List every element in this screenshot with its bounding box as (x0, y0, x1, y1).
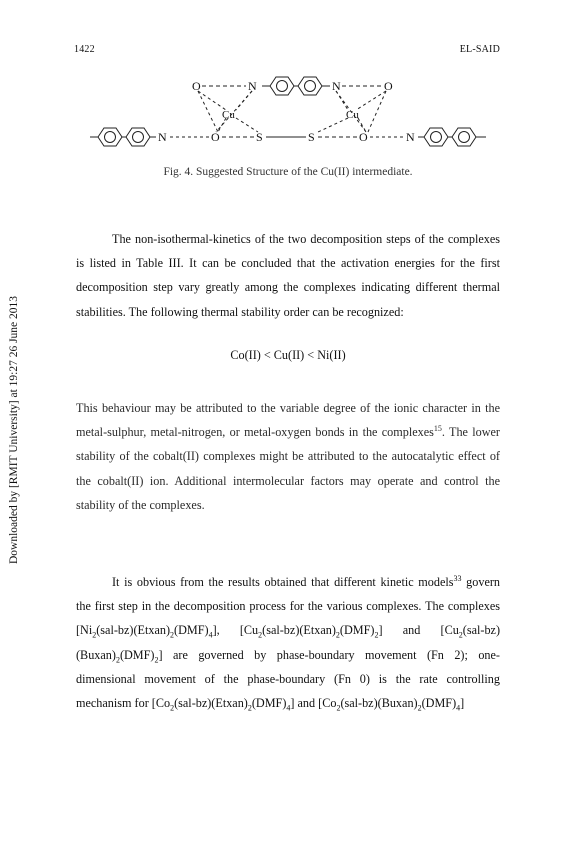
atom-cu-right: Cu (346, 109, 359, 121)
atom-o-top-left: O (192, 79, 201, 93)
chemical-structure-diagram (86, 64, 506, 164)
running-head: EL-SAID (459, 44, 500, 55)
atom-o-bottom-left: O (211, 130, 220, 144)
paragraph-behaviour (76, 396, 500, 517)
atom-o-top-right: O (384, 79, 393, 93)
paragraph-text: The non-isothermal-kinetics of the two decomposition steps of the complexes is listed in Table III. It can be concluded that the activation energies for the first decomposition step vary greatly among the complexes indicating different thermal stabilities. The following thermal stability order can be recognized: (76, 232, 500, 319)
atom-s-bottom-right: S (308, 130, 315, 144)
atom-n-top-right: N (332, 79, 341, 93)
atom-n-top-left: N (248, 79, 257, 93)
atom-n-bottom-right: N (406, 130, 415, 144)
paragraph-text: It is obvious from the results obtained that different kinetic models$^{33}$ govern the first step in the decomposition process for the various complexes. The complexes $[Ni_2(sal-bz)(Etxan)_2(DMF)_4]$, $[Cu_2(sal-bz)(Etxan)_2(DMF)_2]$ and $[Cu_2(sal-bz)(Buxan)_2(DMF)_2]$ are governed by phase-boundary movement (Fn 2); one-dimensional movement of the phase-boundary (Fn 0) is the rate controlling mechanism for $[Co_2(sal-bz)(Etxan)_2(DMF)_4]$ and $[Co_2(sal-bz)(Buxan)_2(DMF)_4]$ (76, 573, 501, 713)
reference-superscript: 33 (453, 573, 462, 583)
paragraph-kinetic-models (76, 570, 500, 715)
stability-order-equation: Co(II) < Cu(II) < Ni(II) (230, 348, 346, 362)
reference-superscript: 15 (433, 424, 442, 434)
atom-s-bottom-left: S (256, 130, 263, 144)
download-notice: Downloaded by [RMIT University] at 19:27 26 June 2013 (8, 295, 20, 565)
atom-o-bottom-right: O (359, 130, 368, 144)
atom-n-bottom-left: N (158, 130, 167, 144)
paragraph-kinetics (76, 227, 500, 324)
page-number: 1422 (74, 44, 95, 55)
paragraph-text: This behaviour may be attributed to the variable degree of the ionic character in the metal-sulphur, metal-nitrogen, or metal-oxygen bonds in the complexes$^{15}$. The lower stability of the cobalt(II) complexes might be attributed to the autocatalytic effect of the cobalt(II) ion. Additional intermolecular factors may operate and control the stability of the complexes. (76, 401, 500, 512)
figure-caption: Fig. 4. Suggested Structure of the Cu(II) intermediate. (163, 166, 413, 178)
atom-cu-left: Cu (222, 109, 235, 121)
